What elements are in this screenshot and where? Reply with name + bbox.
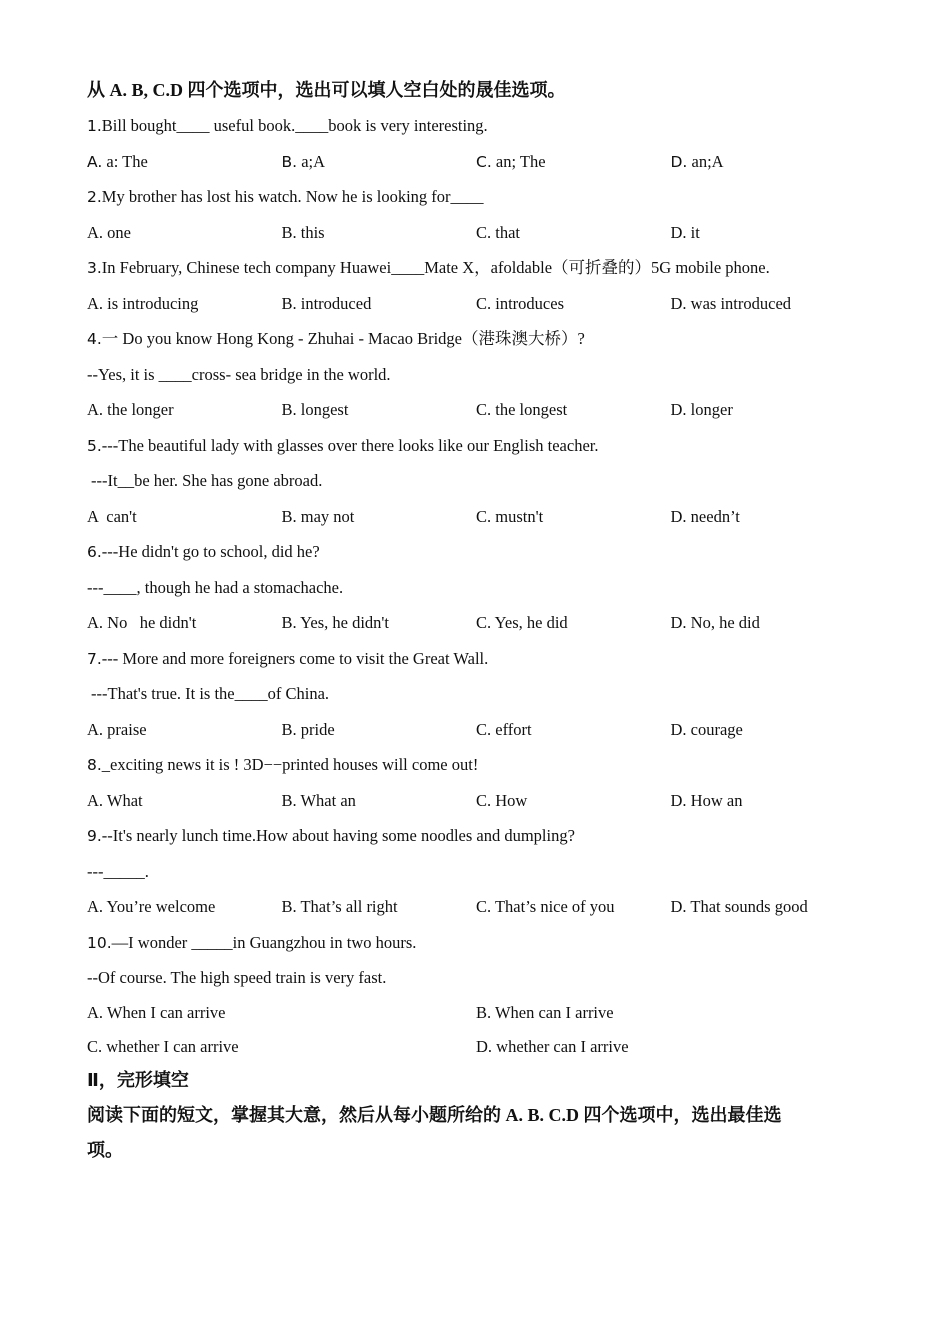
option-d[interactable]: D. needn’t bbox=[670, 506, 740, 526]
option-d[interactable]: D. No, he did bbox=[670, 613, 760, 632]
question-10-options-row-1 bbox=[87, 996, 887, 1030]
option-d[interactable] bbox=[671, 144, 866, 180]
option-b[interactable]: B. this bbox=[281, 222, 325, 242]
exam-page bbox=[87, 72, 887, 1168]
option-c[interactable]: C. That’s nice of you bbox=[476, 897, 615, 916]
option-text: a;A bbox=[297, 151, 326, 171]
question-2-stem bbox=[87, 179, 887, 215]
question-2-options bbox=[87, 215, 887, 251]
option-a[interactable]: A. is introducing bbox=[87, 293, 199, 313]
question-text: ---The beautiful lady with glasses over there looks like our English teacher. bbox=[101, 435, 599, 455]
question-7-reply: ---That's true. It is the____of China. bbox=[91, 684, 330, 703]
question-9-options bbox=[87, 889, 887, 925]
question-9-stem bbox=[87, 818, 887, 854]
question-text: —I wonder _____in Guangzhou in two hours. bbox=[111, 932, 417, 952]
option-b[interactable]: B. What an bbox=[281, 790, 356, 810]
question-9-reply: ---_____. bbox=[87, 861, 149, 881]
option-b[interactable]: B. Yes, he didn't bbox=[281, 613, 389, 632]
question-4-stem bbox=[87, 321, 887, 357]
question-10-stem bbox=[87, 925, 887, 961]
question-1-options bbox=[87, 144, 887, 180]
question-3-stem bbox=[87, 250, 887, 286]
option-text: an; The bbox=[491, 151, 546, 171]
question-8-options bbox=[87, 783, 887, 819]
option-d[interactable]: D. How an bbox=[670, 790, 743, 810]
question-6-stem bbox=[87, 534, 887, 570]
option-a[interactable]: A. When I can arrive bbox=[87, 1002, 226, 1022]
option-text: a: The bbox=[102, 151, 148, 171]
question-number: 9. bbox=[87, 827, 102, 845]
option-a[interactable]: A. praise bbox=[87, 719, 147, 739]
option-a[interactable]: A. What bbox=[87, 790, 143, 810]
option-d[interactable]: D. longer bbox=[670, 400, 733, 419]
question-number: 5. bbox=[87, 436, 102, 455]
question-7-options bbox=[87, 712, 887, 748]
option-c[interactable]: C. How bbox=[476, 790, 528, 810]
option-a[interactable]: A can't bbox=[87, 506, 137, 526]
question-number: 10. bbox=[87, 933, 112, 952]
question-4-options bbox=[87, 392, 887, 428]
option-b[interactable]: B. introduced bbox=[281, 293, 372, 313]
option-a[interactable]: A. You’re welcome bbox=[87, 897, 216, 916]
option-c[interactable]: C. Yes, he did bbox=[476, 613, 568, 632]
question-6-reply: ---____, though he had a stomachache. bbox=[87, 577, 344, 597]
option-letter: D. bbox=[670, 152, 688, 171]
question-5-reply: ---It__be her. She has gone abroad. bbox=[91, 471, 323, 490]
option-c[interactable]: C. that bbox=[476, 222, 520, 242]
option-a[interactable]: A. No he didn't bbox=[87, 613, 197, 632]
question-text: --- More and more foreigners come to visit the Great Wall. bbox=[101, 648, 489, 668]
option-letter: A. bbox=[87, 152, 103, 171]
option-b[interactable]: B. When can I arrive bbox=[476, 1002, 614, 1022]
question-number: 4. bbox=[87, 330, 102, 348]
question-text: 一 Do you know Hong Kong - Zhuhai - Macao Bridge（港珠澳大桥）? bbox=[101, 329, 585, 348]
option-b[interactable]: B. longest bbox=[281, 400, 349, 419]
option-c[interactable]: C. effort bbox=[476, 719, 532, 739]
section-2-title: Ⅱ，完形填空 bbox=[87, 1069, 189, 1091]
option-c[interactable]: C. introduces bbox=[476, 293, 564, 313]
question-number: 2. bbox=[87, 188, 102, 206]
question-1-stem bbox=[87, 108, 887, 144]
question-number: 8. bbox=[87, 756, 102, 774]
question-5-stem bbox=[87, 428, 887, 464]
option-b[interactable]: B. That’s all right bbox=[281, 897, 398, 916]
question-text: --It's nearly lunch time.How about having some noodles and dumpling? bbox=[101, 826, 575, 845]
question-text: _exciting news it is ! 3D−−printed houses will come out! bbox=[101, 755, 479, 774]
option-c[interactable]: C. mustn't bbox=[476, 506, 544, 526]
question-text: ---He didn't go to school, did he? bbox=[101, 542, 320, 561]
option-letter: B. bbox=[281, 152, 298, 171]
question-text: My brother has lost his watch. Now he is looking for____ bbox=[101, 187, 484, 206]
question-10-options-row-2 bbox=[87, 1030, 887, 1064]
question-text: In February, Chinese tech company Huawei____Mate X，afoldable（可折叠的）5G mobile phone. bbox=[101, 258, 770, 277]
option-c[interactable]: C. whether I can arrive bbox=[87, 1036, 239, 1056]
option-c[interactable] bbox=[476, 144, 671, 180]
question-number: 3. bbox=[87, 259, 102, 277]
option-d[interactable]: D. was introduced bbox=[670, 293, 792, 313]
option-b[interactable]: B. may not bbox=[281, 506, 355, 526]
question-5-options bbox=[87, 499, 887, 535]
section-2-description: 阅读下面的短文，掌握其大意，然后从每小题所给的 A. B. C.D 四个选项中，选出最佳选项。 bbox=[87, 1104, 782, 1160]
option-b[interactable]: B. pride bbox=[281, 719, 335, 739]
section-instruction: 从 A. B, C.D 四个选项中，选出可以填人空白处的晟佳选项。 bbox=[87, 80, 566, 100]
question-8-stem bbox=[87, 747, 887, 783]
option-a[interactable]: A. the longer bbox=[87, 400, 174, 419]
question-3-options bbox=[87, 286, 887, 322]
option-c[interactable]: C. the longest bbox=[476, 400, 568, 419]
option-d[interactable]: D. That sounds good bbox=[670, 897, 808, 916]
question-number: 6. bbox=[87, 543, 102, 561]
option-letter: C. bbox=[476, 152, 492, 171]
question-7-stem bbox=[87, 641, 887, 677]
option-text: an;A bbox=[687, 151, 724, 171]
question-text: Bill bought____ useful book.____book is very interesting. bbox=[101, 116, 488, 135]
question-10-reply: --Of course. The high speed train is very fast. bbox=[87, 968, 387, 987]
option-d[interactable]: D. whether can I arrive bbox=[476, 1036, 629, 1056]
question-number: 1. bbox=[87, 117, 102, 135]
question-number: 7. bbox=[87, 649, 102, 668]
option-b[interactable] bbox=[282, 144, 477, 180]
question-6-options bbox=[87, 605, 887, 641]
option-a[interactable] bbox=[87, 144, 282, 180]
option-d[interactable]: D. it bbox=[670, 222, 700, 242]
question-4-reply: --Yes, it is ____cross- sea bridge in the world. bbox=[87, 364, 391, 384]
option-a[interactable]: A. one bbox=[87, 222, 131, 242]
option-d[interactable]: D. courage bbox=[670, 719, 743, 739]
